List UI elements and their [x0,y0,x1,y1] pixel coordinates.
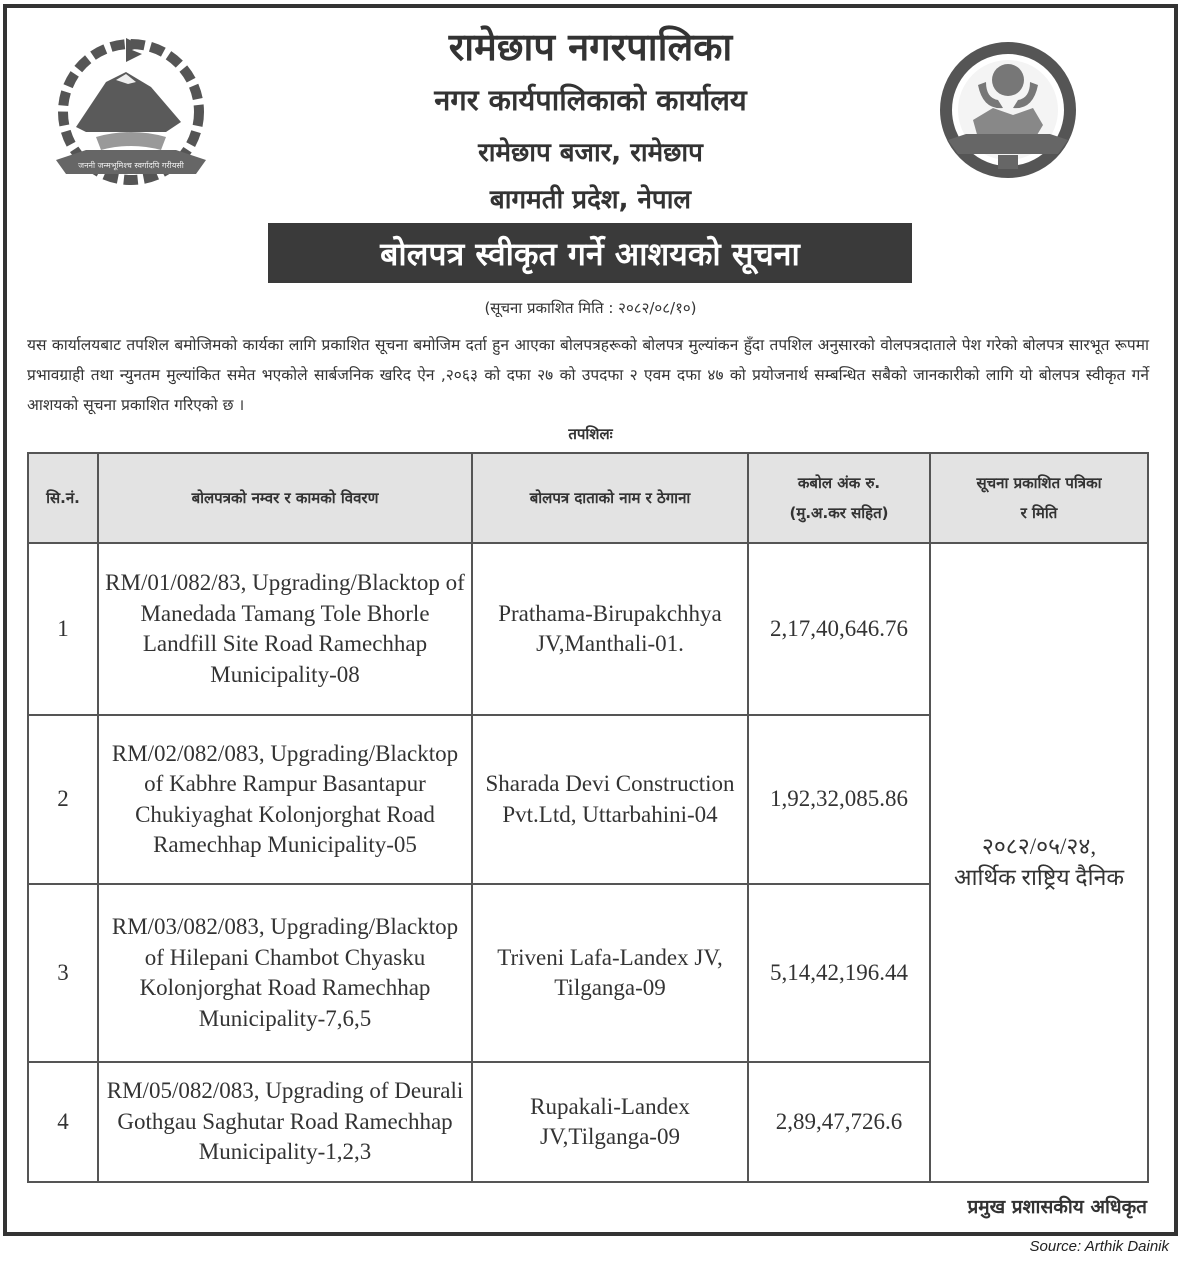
office-name: नगर कार्यपालिकाको कार्यालय [434,83,747,117]
row-description: RM/01/082/83, Upgrading/Blacktop of Manedada Tamang Tole Bhorle Landfill Site Road Ramechhap Municipality-08 [98,543,472,715]
row-bidder: Triveni Lafa-Landex JV, Tilganga-09 [472,884,748,1062]
notice-header-line1: सूचना प्रकाशित पत्रिका [976,474,1102,492]
notice-header-line2: र मिति [1020,504,1058,522]
row-description: RM/05/082/083, Upgrading of Deurali Gothgau Saghutar Road Ramechhap Municipality-1,2,3 [98,1062,472,1182]
col-header-notice [930,453,1148,543]
row-bidder: Prathama-Birupakchhya JV,Manthali-01. [472,543,748,715]
signatory: प्रमुख प्रशासकीय अधिकृत [967,1196,1147,1218]
amount-header-line2: (मु.अ.कर सहित) [789,504,889,522]
details-label: तपशिलः [568,425,613,443]
row-description: RM/02/082/083, Upgrading/Blacktop of Kabhre Rampur Basantapur Chukiyaghat Kolonjorghat Road Ramechhap Municipality-05 [98,715,472,884]
col-header-sn: सि.नं. [28,453,98,543]
office-address: रामेछाप बजार, रामेछाप [478,138,703,168]
notice-title: बोलपत्र स्वीकृत गर्ने आशयको सूचना [380,234,800,273]
row-bidder: Sharada Devi Construction Pvt.Ltd, Uttarbahini-04 [472,715,748,884]
row-amount: 2,17,40,646.76 [748,543,930,715]
publish-date: (सूचना प्रकाशित मिति : २०८२/०८/१०) [484,299,697,317]
amount-header-line1: कबोल अंक रु. [797,474,881,492]
col-header-amount [748,453,930,543]
col-header-description: बोलपत्रको नम्वर र कामको विवरण [98,453,472,543]
row-description: RM/03/082/083, Upgrading/Blacktop of Hilepani Chambot Chyasku Kolonjorghat Road Ramechhap Municipality-7,6,5 [98,884,472,1062]
bid-table [27,452,1149,1183]
svg-text:जननी जन्मभूमिश्च स्वर्गादपि गर: जननी जन्मभूमिश्च स्वर्गादपि गरीयसी [78,161,184,170]
municipality-name: रामेछाप नगरपालिका [448,25,733,69]
row-amount: 5,14,42,196.44 [748,884,930,1062]
notice-published-date: २०८२/०५/२४, [981,834,1097,859]
source-credit: Source: Arthik Dainik [1029,1238,1169,1255]
province-country: बागमती प्रदेश, नेपाल [489,185,692,215]
row-sn: 1 [28,543,98,715]
notice-published-cell [930,543,1148,1182]
row-sn: 2 [28,715,98,884]
col-header-bidder: बोलपत्र दाताको नाम र ठेगाना [472,453,748,543]
notice-title-banner [268,223,912,283]
table-header-row [28,453,1148,543]
row-sn: 3 [28,884,98,1062]
row-bidder: Rupakali-Landex JV,Tilganga-09 [472,1062,748,1182]
row-amount: 1,92,32,085.86 [748,715,930,884]
notice-body: यस कार्यालयबाट तपशिल बमोजिमको कार्यका लागि प्रकाशित सूचना बमोजिम दर्ता हुन आएका बोलपत्रहरूको बोलपत्र मुल्यांकन हुँदा तपशिल अनुसारको वोलपत्रदाताले पेश गरेको बोलपत्र सारभूत रूपमा प्रभावग्राही तथा न्युनतम मुल्यांकित समेत भएकोले सार्बजनिक खरिद ऐन ,२०६३ को दफा २७ को उपदफा २ एवम दफा ४७ को प्रयोजनार्थ सम्बन्धित सबैको जानकारीको लागि यो बोलपत्र स्वीकृत गर्ने आशयको सूचना प्रकाशित गरिएको छ । [27,336,1149,414]
row-amount: 2,89,47,726.6 [748,1062,930,1182]
notice-published-newspaper: आर्थिक राष्ट्रिय दैनिक [953,864,1125,890]
table-row [28,543,1148,715]
row-sn: 4 [28,1062,98,1182]
